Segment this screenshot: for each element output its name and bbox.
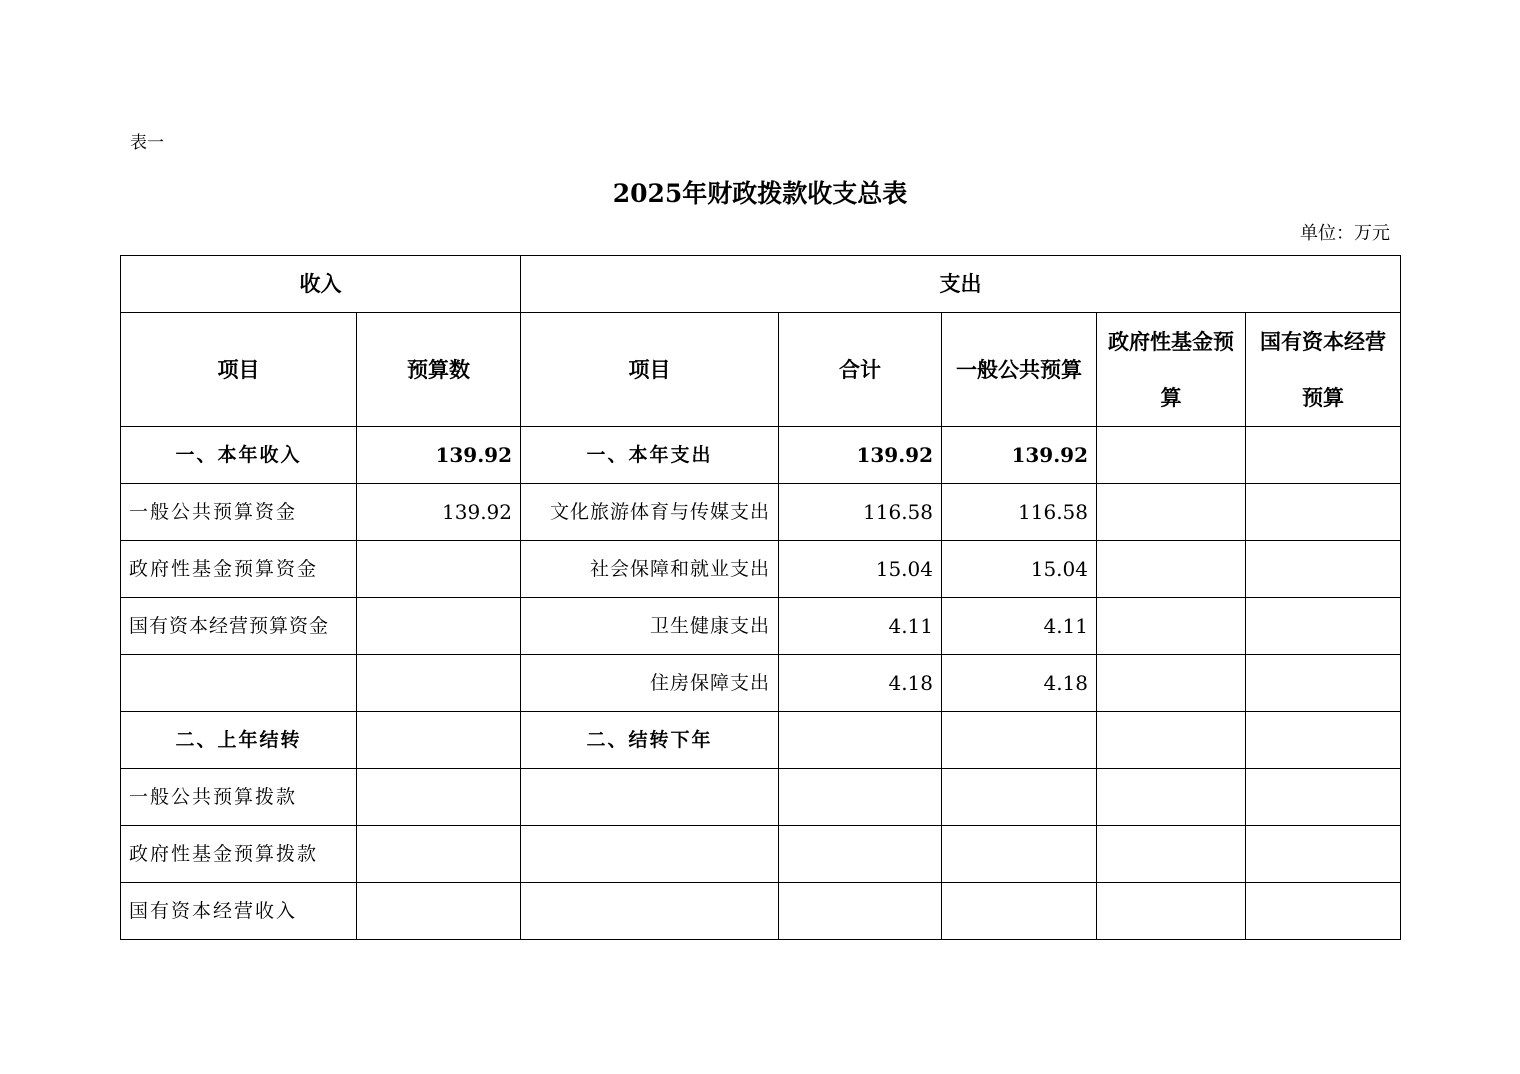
- table-row: [121, 712, 1401, 769]
- expense-group-header: 支出: [521, 256, 1401, 313]
- gov-fund-cell: [1097, 655, 1246, 712]
- expense-item-cell: 住房保障支出: [521, 655, 779, 712]
- income-item-cell: 政府性基金预算拨款: [121, 826, 357, 883]
- expense-item-header: 项目: [521, 313, 779, 427]
- gov-fund-cell: [1097, 826, 1246, 883]
- table-row: [121, 826, 1401, 883]
- income-budget-cell: [357, 541, 521, 598]
- group-header-row: [121, 256, 1401, 313]
- income-budget-cell: [357, 883, 521, 940]
- state-capital-cell: [1246, 712, 1401, 769]
- income-item-cell: 国有资本经营预算资金: [121, 598, 357, 655]
- income-budget-cell: [357, 598, 521, 655]
- gov-fund-cell: [1097, 427, 1246, 484]
- income-group-header: 收入: [121, 256, 521, 313]
- total-cell: [779, 826, 942, 883]
- expense-item-cell: [521, 826, 779, 883]
- expense-item-cell: [521, 883, 779, 940]
- table-row: [121, 769, 1401, 826]
- table-row: [121, 598, 1401, 655]
- general-public-cell: 4.11: [942, 598, 1097, 655]
- page-title: 2025年财政拨款收支总表: [612, 179, 908, 208]
- income-item-cell: [121, 655, 357, 712]
- income-item-cell: 一般公共预算拨款: [121, 769, 357, 826]
- total-cell: 4.18: [779, 655, 942, 712]
- budget-table: [120, 255, 1401, 940]
- gov-fund-cell: [1097, 712, 1246, 769]
- table-number: 表一: [130, 133, 164, 153]
- total-cell: 4.11: [779, 598, 942, 655]
- income-item-header: 项目: [121, 313, 357, 427]
- income-item-cell: 国有资本经营收入: [121, 883, 357, 940]
- income-budget-cell: [357, 769, 521, 826]
- total-header: 合计: [779, 313, 942, 427]
- income-item-cell: 二、上年结转: [121, 712, 357, 769]
- income-budget-cell: [357, 712, 521, 769]
- income-budget-cell: [357, 826, 521, 883]
- general-public-cell: [942, 883, 1097, 940]
- total-cell: [779, 769, 942, 826]
- gov-fund-cell: [1097, 883, 1246, 940]
- income-budget-cell: 139.92: [357, 484, 521, 541]
- gov-fund-budget-header: 政府性基金预算: [1097, 313, 1246, 427]
- total-cell: [779, 883, 942, 940]
- gov-fund-cell: [1097, 769, 1246, 826]
- table-row: [121, 655, 1401, 712]
- state-capital-cell: [1246, 541, 1401, 598]
- general-public-budget-header: 一般公共预算: [942, 313, 1097, 427]
- general-public-cell: 139.92: [942, 427, 1097, 484]
- income-budget-header: 预算数: [357, 313, 521, 427]
- expense-item-cell: 文化旅游体育与传媒支出: [521, 484, 779, 541]
- general-public-cell: [942, 712, 1097, 769]
- expense-item-cell: [521, 769, 779, 826]
- income-item-cell: 一般公共预算资金: [121, 484, 357, 541]
- state-capital-cell: [1246, 769, 1401, 826]
- income-item-cell: 一、本年收入: [121, 427, 357, 484]
- table-row: [121, 541, 1401, 598]
- table-row: [121, 427, 1401, 484]
- general-public-cell: [942, 769, 1097, 826]
- total-cell: 116.58: [779, 484, 942, 541]
- total-cell: 139.92: [779, 427, 942, 484]
- general-public-cell: 4.18: [942, 655, 1097, 712]
- total-cell: [779, 712, 942, 769]
- expense-item-cell: 社会保障和就业支出: [521, 541, 779, 598]
- general-public-cell: 15.04: [942, 541, 1097, 598]
- state-capital-cell: [1246, 883, 1401, 940]
- gov-fund-cell: [1097, 484, 1246, 541]
- gov-fund-cell: [1097, 598, 1246, 655]
- table-row: [121, 484, 1401, 541]
- unit-note: 单位：万元: [1300, 223, 1390, 244]
- state-capital-cell: [1246, 826, 1401, 883]
- expense-item-cell: 二、结转下年: [521, 712, 779, 769]
- expense-item-cell: 卫生健康支出: [521, 598, 779, 655]
- total-cell: 15.04: [779, 541, 942, 598]
- general-public-cell: 116.58: [942, 484, 1097, 541]
- income-budget-cell: [357, 655, 521, 712]
- income-budget-cell: 139.92: [357, 427, 521, 484]
- table-row: [121, 883, 1401, 940]
- state-capital-cell: [1246, 427, 1401, 484]
- state-capital-cell: [1246, 484, 1401, 541]
- general-public-cell: [942, 826, 1097, 883]
- gov-fund-cell: [1097, 541, 1246, 598]
- state-capital-budget-header: 国有资本经营预算: [1246, 313, 1401, 427]
- column-header-row: [121, 313, 1401, 427]
- state-capital-cell: [1246, 598, 1401, 655]
- state-capital-cell: [1246, 655, 1401, 712]
- income-item-cell: 政府性基金预算资金: [121, 541, 357, 598]
- expense-item-cell: 一、本年支出: [521, 427, 779, 484]
